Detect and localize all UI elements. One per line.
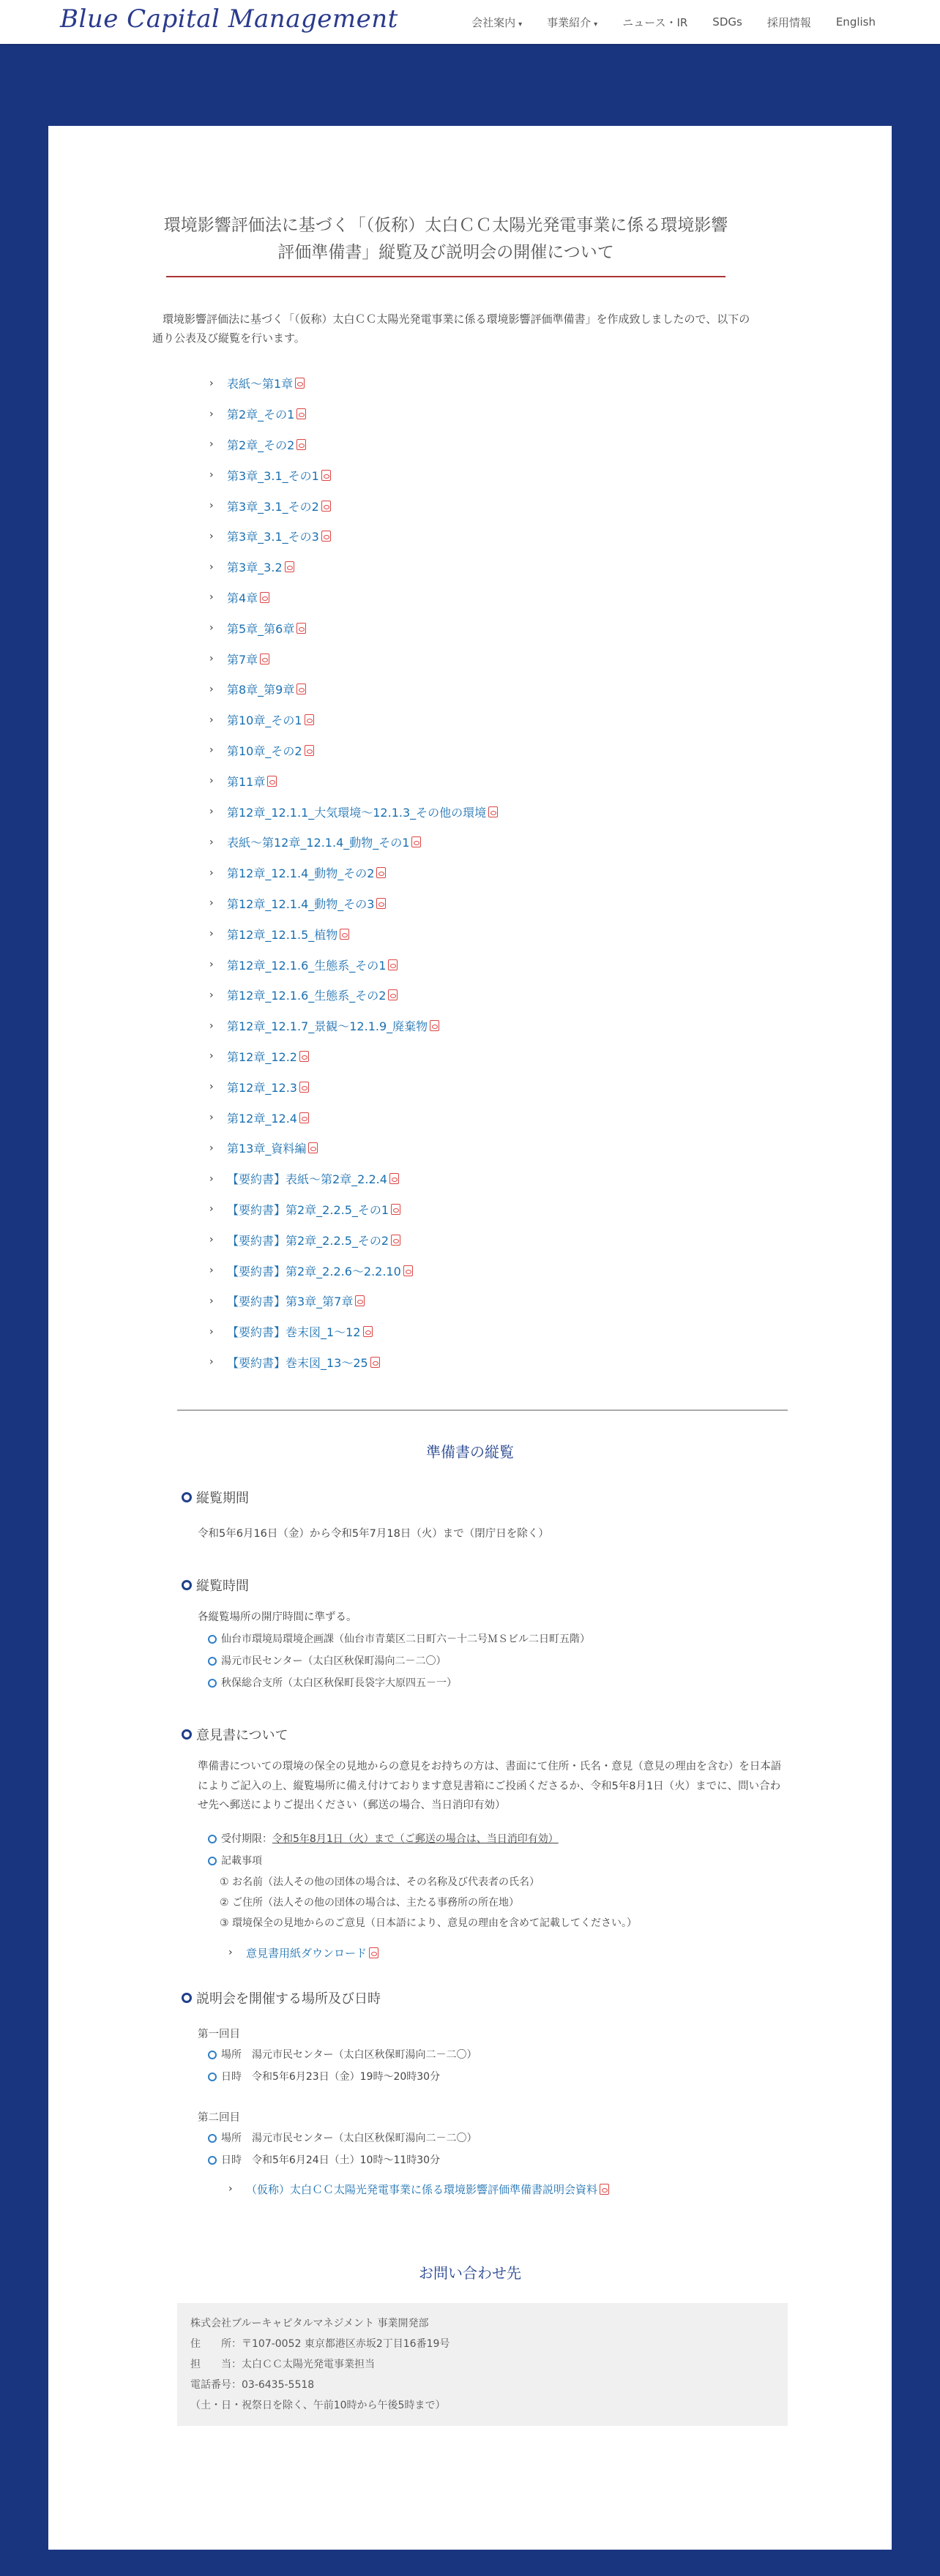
pdf-icon	[600, 2184, 609, 2195]
document-link[interactable]	[209, 949, 763, 980]
chevron-right-icon: ›	[209, 928, 214, 940]
document-link[interactable]	[209, 888, 763, 919]
session-label: 第二回目	[198, 2111, 240, 2124]
deadline-item: 受付期限： 令和5年8月1日（火）まで（ご郵送の場合は、当日消印有効）	[208, 1828, 763, 1850]
document-link-label: 第12章_12.3	[227, 1080, 297, 1095]
chevron-right-icon: ›	[209, 989, 214, 1001]
chevron-right-icon: ›	[209, 959, 214, 971]
bullet-icon	[208, 1657, 217, 1666]
pdf-icon	[376, 898, 386, 909]
document-link[interactable]	[209, 460, 763, 490]
contact-section-title: お問い合わせ先	[419, 2264, 521, 2282]
list-item: ③ 環境保全の見地からのご意見（日本語により、意見の理由を含めて記載してください。）	[220, 1917, 637, 1929]
page-title: 環境影響評価法に基づく「（仮称）太白ＣＣ太陽光発電事業に係る環境影響 評価準備書」縦覧及び説明会の開催について	[163, 216, 728, 263]
chevron-right-icon: ›	[209, 438, 214, 451]
document-link-label: 表紙～第12章_12.1.4_動物_その1	[227, 836, 410, 850]
document-link[interactable]	[209, 1164, 763, 1194]
chevron-right-icon: ›	[209, 1295, 214, 1307]
pdf-icon	[299, 1051, 309, 1062]
document-link[interactable]	[209, 765, 763, 796]
pdf-icon	[403, 1265, 413, 1276]
pdf-icon	[363, 1326, 373, 1337]
document-link[interactable]	[209, 430, 763, 460]
document-link-label: 第12章_12.1.1_大気環境～12.1.3_その他の環境	[227, 805, 487, 820]
hours-text: 各縦覧場所の開庁時間に準ずる。	[198, 1611, 357, 1624]
document-link[interactable]	[209, 796, 763, 827]
briefing-material-link[interactable]: › （仮称）太白ＣＣ太陽光発電事業に係る環境影響評価準備書説明会資料	[228, 2182, 763, 2197]
pdf-icon	[305, 745, 314, 756]
document-link-label: 第8章_第9章	[227, 683, 295, 697]
document-link-label: 第12章_12.1.6_生態系_その1	[227, 958, 387, 973]
document-link[interactable]	[209, 827, 763, 858]
document-link-label: 【要約書】巻末図_1～12	[227, 1325, 361, 1340]
chevron-right-icon: ›	[209, 683, 214, 695]
session-2-details	[208, 2127, 763, 2171]
list-item: 日時 令和5年6月24日（土）10時～11時30分	[208, 2149, 763, 2171]
document-link-label: 表紙～第1章	[227, 377, 294, 392]
document-link[interactable]	[209, 1347, 763, 1378]
chevron-right-icon: ›	[209, 1081, 214, 1093]
list-item: 仙台市環境局環境企画課（仙台市青葉区二日町六－十二号ＭＳビル二日町五階）	[208, 1628, 763, 1650]
pdf-icon	[391, 1235, 400, 1246]
chevron-right-icon: ›	[209, 561, 214, 573]
briefing-heading: 説明会を開催する場所及び日時	[182, 1988, 763, 2007]
document-link[interactable]	[209, 1133, 763, 1164]
document-link-label: 第12章_12.1.7_景観～12.1.9_廃棄物	[227, 1019, 428, 1034]
circle-icon	[182, 1993, 192, 2003]
pdf-icon	[376, 867, 386, 878]
chevron-right-icon: ›	[209, 714, 214, 726]
document-link[interactable]	[209, 1286, 763, 1317]
document-link[interactable]	[209, 1224, 763, 1255]
inspection-section-title: 準備書の縦覧	[426, 1443, 514, 1461]
document-link-label: 第10章_その1	[227, 714, 302, 728]
list-item: 湯元市民センター（太白区秋保町湯向二－二〇）	[208, 1650, 763, 1672]
document-link[interactable]	[209, 1102, 763, 1133]
pdf-icon	[430, 1020, 439, 1031]
period-heading: 縦覧期間	[182, 1488, 763, 1507]
nav-news-ir[interactable]: ニュース・IR	[622, 15, 688, 29]
contact-box	[177, 2303, 788, 2426]
pdf-icon	[260, 654, 269, 664]
document-link[interactable]	[209, 583, 763, 613]
chevron-right-icon: ›	[209, 1356, 214, 1368]
document-link-label: 第5章_第6章	[227, 621, 295, 636]
items-label: 記載事項	[208, 1850, 763, 1872]
pdf-icon	[370, 1357, 380, 1368]
pdf-icon	[305, 714, 314, 725]
chevron-right-icon: ›	[209, 377, 214, 389]
document-link[interactable]	[209, 643, 763, 674]
contact-line: 株式会社ブルーキャピタルマネジメント 事業開発部	[190, 2317, 429, 2329]
list-item: ② ご住所（法人その他の団体の場合は、主たる事務所の所在地）	[220, 1896, 519, 1909]
nav-english[interactable]: English	[835, 15, 876, 29]
document-link-label: 第12章_12.1.6_生態系_その2	[227, 989, 387, 1003]
document-link-label: 第3章_3.1_その2	[227, 499, 319, 514]
circle-icon	[182, 1492, 192, 1502]
pdf-icon	[295, 378, 305, 389]
document-link[interactable]	[209, 858, 763, 888]
document-link[interactable]	[209, 399, 763, 430]
session-label: 第一回目	[198, 2028, 240, 2040]
pdf-icon	[299, 1082, 309, 1093]
document-link[interactable]	[209, 552, 763, 583]
title-divider	[166, 276, 725, 277]
bullet-icon	[208, 2156, 217, 2165]
document-link-label: 【要約書】第2章_2.2.6～2.2.10	[227, 1264, 401, 1278]
pdf-icon	[260, 592, 269, 603]
chevron-right-icon: ›	[209, 591, 214, 604]
list-item: ① お名前（法人その他の団体の場合は、その名称及び代表者の氏名）	[220, 1876, 540, 1888]
chevron-right-icon: ›	[209, 1172, 214, 1185]
document-link-label: 第4章	[227, 591, 258, 605]
document-link[interactable]	[209, 1041, 763, 1072]
chevron-right-icon: ›	[209, 500, 214, 512]
list-item: 秋保総合支所（太白区秋保町長袋字大原四五－一）	[208, 1672, 763, 1694]
document-link-label: 第12章_12.1.4_動物_その2	[227, 866, 375, 881]
chevron-right-icon: ›	[228, 1947, 233, 1959]
document-link-label: 【要約書】第2章_2.2.5_その2	[227, 1233, 389, 1248]
chevron-right-icon: ›	[209, 1265, 214, 1276]
document-link-label: 第7章	[227, 652, 258, 667]
pdf-icon	[308, 1142, 318, 1153]
pdf-icon	[389, 1173, 399, 1184]
pdf-icon	[299, 1112, 309, 1123]
chevron-right-icon: ›	[209, 866, 214, 879]
document-link[interactable]	[209, 674, 763, 705]
document-link[interactable]	[209, 1255, 763, 1286]
contact-line: （土・日・祝祭日を除く、午前10時から午後5時まで）	[190, 2399, 446, 2411]
pdf-icon	[340, 929, 349, 940]
document-link-label: 第12章_12.1.5_植物	[227, 927, 338, 942]
document-link[interactable]	[209, 1317, 763, 1347]
document-link-label: 第2章_その2	[227, 438, 295, 452]
chevron-right-icon: ›	[209, 408, 214, 420]
document-list	[129, 368, 763, 1377]
document-link[interactable]	[209, 368, 763, 399]
site-logo[interactable]: Blue Capital Management	[60, 4, 398, 34]
document-link[interactable]	[209, 980, 763, 1011]
chevron-right-icon: ›	[228, 2183, 233, 2195]
pdf-icon	[488, 806, 498, 817]
opinion-heading: 意見書について	[182, 1725, 763, 1744]
nav-recruit[interactable]: 採用情報	[766, 15, 811, 29]
document-link[interactable]	[209, 490, 763, 521]
document-link[interactable]	[209, 705, 763, 735]
main-nav	[447, 0, 876, 44]
pdf-icon	[369, 1947, 378, 1958]
hours-heading: 縦覧時間	[182, 1576, 763, 1595]
session-1-details	[208, 2044, 763, 2088]
document-link-label: 第3章_3.1_その1	[227, 468, 319, 483]
document-link-label: 第12章_12.2	[227, 1049, 297, 1064]
chevron-right-icon: ›	[209, 530, 214, 542]
list-item: 場所 湯元市民センター（太白区秋保町湯向二－二〇）	[208, 2127, 763, 2149]
pdf-icon	[296, 684, 306, 694]
chevron-right-icon: ›	[209, 897, 214, 910]
chevron-down-icon: ▾	[518, 20, 523, 29]
document-link-label: 【要約書】第3章_第7章	[227, 1295, 354, 1309]
chevron-right-icon: ›	[209, 1203, 214, 1216]
bullet-icon	[208, 2134, 217, 2143]
pdf-icon	[388, 959, 398, 970]
list-item: 場所 湯元市民センター（太白区秋保町湯向二－二〇）	[208, 2044, 763, 2066]
nav-company[interactable]: 会社案内 ▾	[471, 15, 523, 29]
pdf-icon	[355, 1295, 365, 1306]
chevron-right-icon: ›	[209, 653, 214, 665]
bullet-icon	[208, 2051, 217, 2059]
pdf-icon	[388, 989, 398, 1000]
chevron-right-icon: ›	[209, 744, 214, 757]
pdf-icon	[411, 836, 421, 847]
chevron-right-icon: ›	[209, 1112, 214, 1124]
document-link-label: 【要約書】表紙～第2章_2.2.4	[227, 1172, 387, 1187]
chevron-right-icon: ›	[209, 775, 214, 787]
pdf-icon	[321, 470, 331, 481]
bullet-icon	[208, 1835, 217, 1843]
document-link[interactable]	[209, 1071, 763, 1102]
pdf-icon	[391, 1204, 400, 1215]
document-link-label: 第2章_その1	[227, 408, 295, 422]
document-link-label: 第10章_その2	[227, 744, 302, 758]
opinion-form-download-link[interactable]: › 意見書用紙ダウンロード	[228, 1945, 763, 1961]
document-link-label: 第3章_3.2	[227, 561, 283, 575]
chevron-right-icon: ›	[209, 806, 214, 818]
contact-line: 電話番号：03-6435-5518	[190, 2378, 315, 2391]
nav-business[interactable]: 事業紹介 ▾	[547, 15, 598, 29]
chevron-right-icon: ›	[209, 469, 214, 482]
chevron-right-icon: ›	[209, 1142, 214, 1154]
chevron-right-icon: ›	[209, 1050, 214, 1063]
contact-line: 担 当：太白ＣＣ太陽光発電事業担当	[190, 2358, 375, 2370]
opinion-text: 準備書についての環境の保全の見地からの意見をお持ちの方は、書面にて住所・氏名・意見（意見の理由を含む）を日本語によりご記入の上、縦覧場所に備え付けております意見書箱にご投函くださるか、令和5年8月1日（火）までに、問い合わせ先へ郵送によりご提出ください（郵送の場合、当日消印有効）	[198, 1761, 782, 1811]
document-link-label: 第13章_資料編	[227, 1142, 307, 1156]
document-link-label: 【要約書】巻末図_13～25	[227, 1355, 368, 1370]
chevron-right-icon: ›	[209, 836, 214, 848]
pdf-icon	[296, 439, 306, 450]
document-link[interactable]	[209, 1194, 763, 1225]
document-link-label: 第12章_12.4	[227, 1111, 297, 1126]
pdf-icon	[267, 776, 277, 787]
chevron-right-icon: ›	[209, 1019, 214, 1032]
document-link-label: 【要約書】第2章_2.2.5_その1	[227, 1202, 389, 1217]
opinion-details	[208, 1828, 763, 1872]
period-text: 令和5年6月16日（金）から令和5年7月18日（火）まで（閉庁日を除く）	[198, 1528, 549, 1540]
circle-icon	[182, 1729, 192, 1740]
intro-text: 環境影響評価法に基づく「（仮称）太白ＣＣ太陽光発電事業に係る環境影響評価準備書」を作成致しましたので、以下の通り公表及び縦覧を行います。	[152, 312, 750, 345]
document-link[interactable]	[209, 735, 763, 766]
pdf-icon	[296, 623, 306, 634]
list-item: 日時 令和5年6月23日（金）19時～20時30分	[208, 2066, 763, 2088]
contact-line: 住 所：〒107-0052 東京都港区赤坂2丁目16番19号	[190, 2337, 450, 2350]
pdf-icon	[321, 501, 331, 512]
opinion-items	[220, 1872, 763, 1933]
document-link-label: 第11章	[227, 774, 266, 789]
document-link[interactable]	[209, 613, 763, 643]
document-link-label: 第3章_3.1_その3	[227, 530, 319, 544]
pdf-icon	[321, 531, 331, 542]
pdf-icon	[296, 408, 306, 419]
document-link-label: 第12章_12.1.4_動物_その3	[227, 896, 375, 911]
document-link[interactable]	[209, 521, 763, 552]
document-link[interactable]	[209, 1011, 763, 1041]
document-link[interactable]	[209, 918, 763, 949]
inspection-places	[208, 1628, 763, 1694]
bullet-icon	[208, 1857, 217, 1865]
section-divider	[177, 1409, 788, 1411]
pdf-icon	[285, 561, 294, 572]
nav-sdgs[interactable]: SDGs	[712, 15, 742, 29]
chevron-right-icon: ›	[209, 622, 214, 634]
chevron-right-icon: ›	[209, 1234, 214, 1246]
circle-icon	[182, 1580, 192, 1590]
bullet-icon	[208, 2073, 217, 2081]
chevron-down-icon: ▾	[594, 20, 598, 29]
main-content	[129, 212, 782, 2426]
chevron-right-icon: ›	[209, 1325, 214, 1338]
bullet-icon	[208, 1635, 217, 1644]
bullet-icon	[208, 1679, 217, 1688]
navbar	[0, 0, 940, 44]
